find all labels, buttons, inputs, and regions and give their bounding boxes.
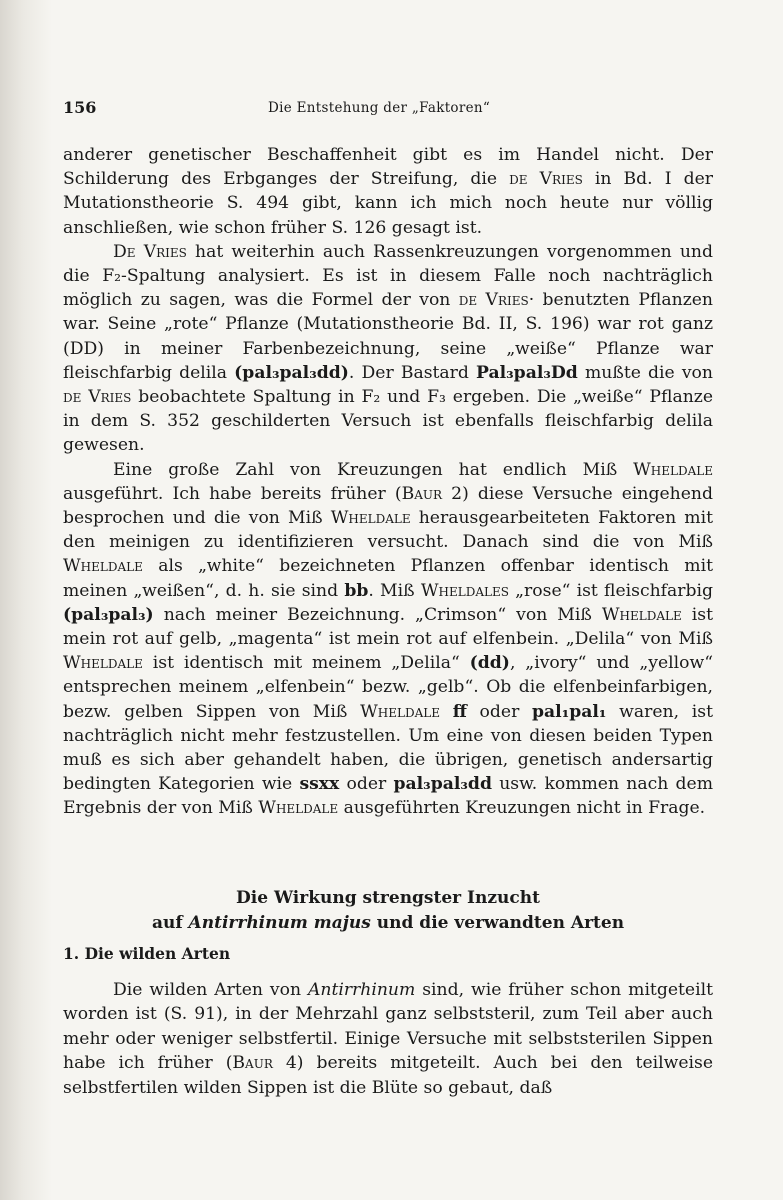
main-text xyxy=(63,143,713,821)
subsection-heading: 1. Die wilden Arten xyxy=(63,944,231,963)
paragraph-3: Eine große Zahl von Kreuzungen hat endlich Miß Wheldale ausgeführt. Ich habe bereits früher (Baur 2) diese Versuche eingehend besprochen und die von Miß Wheldale herausgearbeiteten Faktoren mit den meinigen zu identifizieren versucht. Danach sind die von Miß Wheldale als „white“ bezeichneten Pflanzen offenbar identisch mit meinen „weißen“, d. h. sie sind bb. Miß Wheldales „rose“ ist fleischfarbig (pal₃pal₃) nach meiner Bezeichnung. „Crimson“ von Miß Wheldale ist mein rot auf gelb, „magenta“ ist mein rot auf elfenbein. „Delila“ von Miß Wheldale ist identisch mit meinem „Delila“ (dd), „ivory“ und „yellow“ entsprechen meinem „elfenbein“ bezw. „gelb“. Ob die elfenbeinfarbigen, bezw. gelben Sippen von Miß Wheldale ff oder pal₁pal₁ waren, ist nachträglich nicht mehr festzustellen. Um eine von diesen beiden Typen muß es sich aber gehandelt haben, die übrigen, genetisch andersartig bedingten Kategorien wie ssxx oder pal₃pal₃dd usw. kommen nach dem Ergebnis der von Miß Wheldale ausgeführten Kreuzungen nicht in Frage. xyxy=(63,459,714,819)
section-heading-line-1: Die Wirkung strengster Inzucht xyxy=(236,888,540,908)
running-title: Die Entstehung der „Faktoren“ xyxy=(268,100,491,116)
section-heading-line-2: auf Antirrhinum majus und die verwandten Arten xyxy=(151,913,625,933)
section-text xyxy=(63,978,713,1100)
scan-edge-shadow xyxy=(0,0,52,1200)
paragraph-2: De Vries hat weiterhin auch Rassenkreuzungen vorgenommen und die F₂-Spaltung analysiert. Es ist in diesem Falle noch nachträglich möglich zu sagen, was die Formel der von de Vries· benutzten Pflanzen war. Seine „rote“ Pflanze (Mutationstheorie Bd. II, S. 196) war rot ganz (DD) in meiner Farbenbezeichnung, seine „weiße“ Pflanze war fleischfarbig delila (pal₃pal₃dd). Der Bastard Pal₃pal₃Dd mußte die von de Vries beobachtete Spaltung in F₂ und F₃ ergeben. Die „weiße“ Pflanze in dem S. 352 geschilderten Versuch ist ebenfalls fleischfarbig delila gewesen. xyxy=(63,241,713,456)
paragraph-1: anderer genetischer Beschaffenheit gibt es im Handel nicht. Der Schilderung des Erbganges der Streifung, die de Vries in Bd. I der Mutationstheorie S. 494 gibt, kann ich mich noch heute nur völlig anschließen, wie schon früher S. 126 gesagt ist. xyxy=(63,145,713,238)
page-header xyxy=(63,98,713,122)
page-number: 156 xyxy=(63,98,97,117)
section-heading xyxy=(63,886,713,936)
paragraph-4: Die wilden Arten von Antirrhinum sind, wie früher schon mitgeteilt worden ist (S. 91), in der Mehrzahl ganz selbststeril, zum Teil aber auch mehr oder weniger selbstfertil. Einige Versuche mit selbststerilen Sippen habe ich früher (Baur 4) bereits mitgeteilt. Auch bei den teilweise selbstfertilen wilden Sippen ist die Blüte so gebaut, daß xyxy=(63,980,713,1098)
